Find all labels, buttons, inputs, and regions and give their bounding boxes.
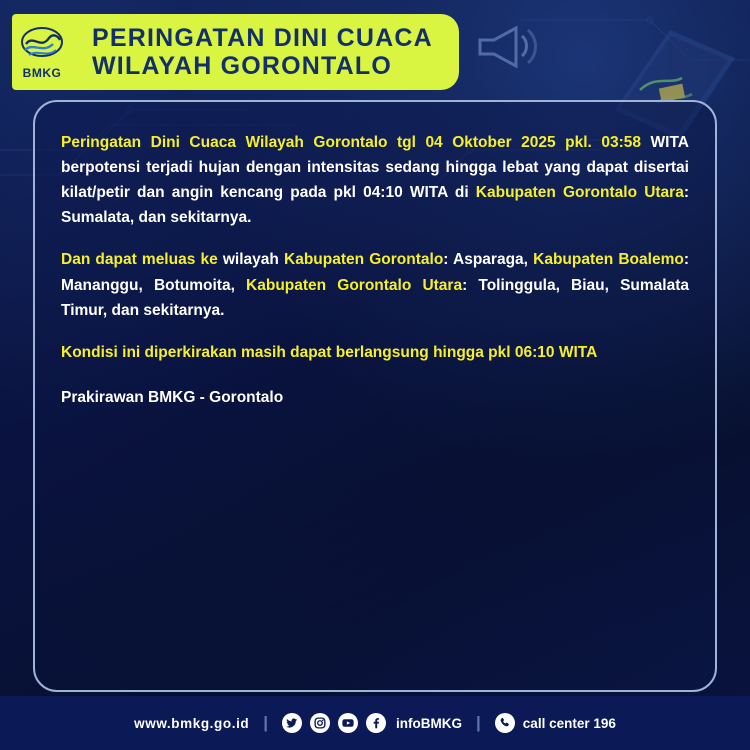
page-title-line2: WILAYAH GORONTALO: [92, 52, 393, 80]
warning-p2-seg4: : Asparaga,: [443, 251, 534, 269]
footer-call-center[interactable]: call center 196: [522, 715, 616, 731]
megaphone-icon: [470, 18, 540, 74]
warning-p1-seg4: : Sumalata, dan sekitarnya.: [61, 184, 689, 227]
phone-icon[interactable]: [495, 713, 515, 733]
warning-paragraph-2: [61, 247, 689, 322]
warning-duration-note: Kondisi ini diperkirakan masih dapat berlangsung hingga pkl 06:10 WITA: [61, 343, 598, 361]
bmkg-logo: [12, 14, 72, 90]
warning-p2-seg8: : Tolinggula, Biau, Sumalata Timur, dan sekitarnya.: [61, 276, 689, 319]
warning-content-card: [33, 100, 717, 692]
footer-separator-1: |: [263, 713, 269, 732]
footer-call-group: [495, 713, 616, 733]
footer-social-handle[interactable]: infoBMKG: [396, 715, 463, 731]
bmkg-emblem-icon: [19, 24, 65, 64]
warning-p2-seg1: Dan dapat meluas ke: [61, 251, 218, 269]
warning-paragraph-1: [61, 130, 689, 230]
warning-p2-seg3: Kabupaten Gorontalo: [284, 251, 444, 269]
warning-p2-seg7: Kabupaten Gorontalo Utara: [246, 276, 463, 294]
instagram-icon[interactable]: [310, 713, 330, 733]
twitter-icon[interactable]: [282, 713, 302, 733]
bmkg-logo-label: BMKG: [22, 66, 62, 80]
warning-p2-seg2: wilayah: [217, 251, 285, 269]
poster-title-plate: [66, 14, 459, 90]
page-title-line1: PERINGATAN DINI CUACA: [92, 24, 433, 52]
poster-footer: [0, 696, 750, 750]
forecaster-signature: Prakirawan BMKG - Gorontalo: [61, 388, 284, 406]
warning-p1-seg1: Peringatan Dini Cuaca Wilayah Gorontalo tgl 04 Oktober 2025 pkl. 03:58: [61, 134, 642, 151]
warning-p2-seg6: : Mananggu, Botumoita,: [61, 251, 689, 294]
warning-p2-seg5: Kabupaten Boalemo: [533, 251, 684, 269]
youtube-icon[interactable]: [338, 713, 358, 733]
facebook-icon[interactable]: [366, 713, 386, 733]
warning-p1-seg3: Kabupaten Gorontalo Utara: [475, 184, 684, 202]
footer-social-group: [282, 713, 462, 733]
poster-header: [0, 0, 459, 100]
footer-website[interactable]: www.bmkg.go.id: [134, 715, 250, 731]
warning-p1-seg2: WITA berpotensi terjadi hujan dengan intensitas sedang hingga lebat yang dapat disertai kilat/petir dan angin kencang pada pkl 04:10 WITA di: [61, 134, 689, 202]
footer-separator-2: |: [476, 713, 481, 732]
